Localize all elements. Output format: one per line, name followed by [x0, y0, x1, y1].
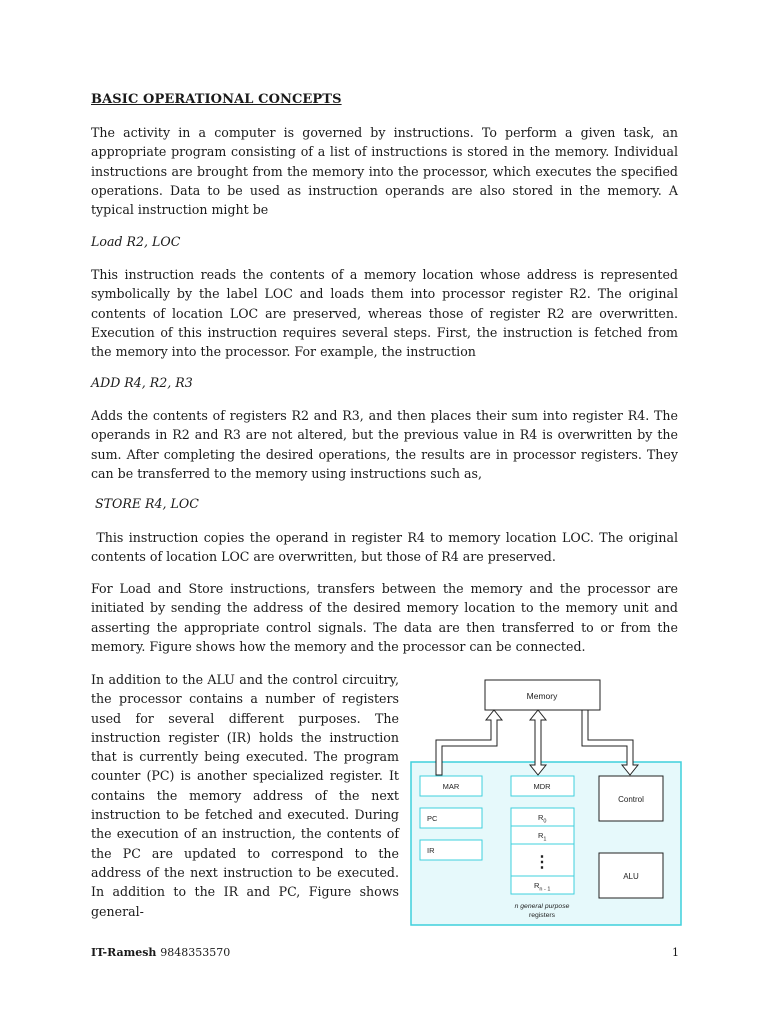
register-ellipsis: ⋮ [534, 854, 550, 871]
paragraph-store-explanation: This instruction copies the operand in register R4 to memory location LOC. The original contents of location LOC are overwritten, but those of R4 are preserved. [91, 530, 682, 565]
page-number: 1 [672, 946, 679, 959]
mar-label: MAR [442, 782, 460, 791]
rn-label: $R_{n - 1}$ [534, 881, 551, 893]
footer-author [91, 946, 230, 959]
footer-author-name: IT-Ramesh [91, 946, 157, 959]
code-add: ADD R4, R2, R3 [91, 375, 193, 390]
memory-label: Memory [526, 691, 558, 701]
code-load: Load R2, LOC [91, 234, 181, 249]
ir-label: IR [427, 846, 435, 855]
gpr-caption-line2: registers [528, 912, 556, 919]
code-store: STORE R4, LOC [91, 496, 199, 511]
pc-label: PC [427, 814, 438, 823]
alu-label: ALU [623, 872, 639, 881]
mdr-label: MDR [533, 782, 551, 791]
paragraph-intro: The activity in a computer is governed by instructions. To perform a given task, an appropriate program consisting of a list of instructions is stored in the memory. Individual instructions are brought from the memory into the processor, which executes the specified operations. Data to be used as instruction operands are also stored in the memory. A typical instruction might be [91, 125, 678, 218]
section-heading: BASIC OPERATIONAL CONCEPTS [91, 92, 342, 107]
paragraph-add-explanation: Adds the contents of registers R2 and R3, and then places their sum into register R4. The operands in R2 and R3 are not altered, but the previous value in R4 is overwritten by the sum. After completing the desired operations, the results are in processor registers. They can be transferred to the memory using instructions such as, [91, 408, 678, 481]
paragraph-registers: In addition to the ALU and the control circuitry, the processor contains a number of registers used for several different purposes. The instruction register (IR) holds the instruction that is currently being executed. The program counter (PC) is another specialized register. It contains the memory address of the next instruction to be fetched and executed. During the execution of an instruction, the contents of the PC are updated to correspond to the address of the next instruction to be executed. In addition to the IR and PC, Figure shows general- [91, 672, 399, 919]
paragraph-load-store: For Load and Store instructions, transfers between the memory and the processor are initiated by sending the address of the desired memory location to the memory unit and asserting the appropriate control signals. The data are then transferred to or from the memory. Figure shows how the memory and the processor can be connected. [91, 581, 678, 654]
gpr-caption-line1: n general purpose [514, 903, 570, 910]
memory-processor-figure [405, 672, 685, 930]
paragraph-load-explanation: This instruction reads the contents of a memory location whose address is represented symbolically by the label LOC and loads them into processor register R2. The original contents of location LOC are preserved, whereas those of register R2 are overwritten. Execution of this instruction requires several steps. First, the instruction is fetched from the memory into the processor. For example, the instruction [91, 267, 678, 360]
footer-phone: 9848353570 [160, 946, 231, 959]
r0-label: $R_0$ [538, 813, 547, 825]
r1-label: $R_1$ [538, 831, 547, 843]
mdr-memory-arrow [530, 710, 546, 775]
control-label: Control [618, 795, 644, 804]
